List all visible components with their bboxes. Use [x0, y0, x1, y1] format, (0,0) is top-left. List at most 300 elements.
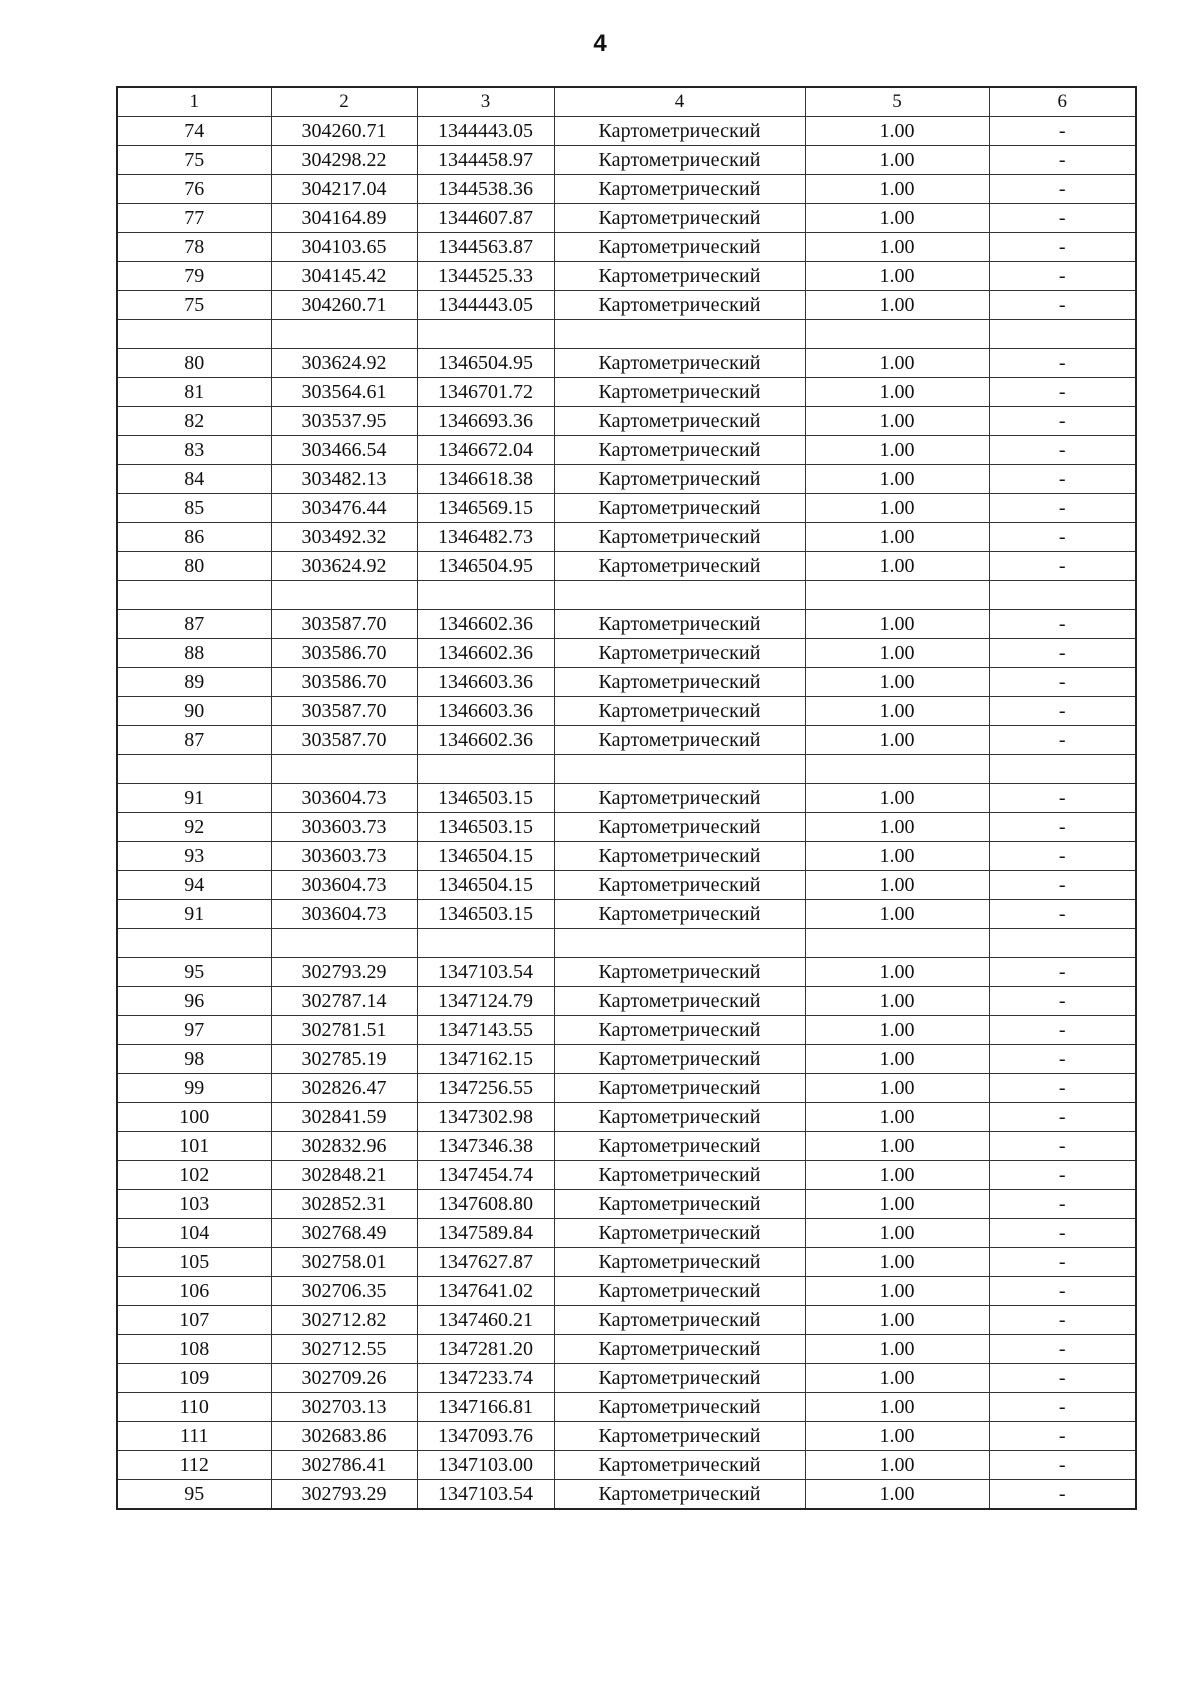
note-cell: -	[989, 1451, 1136, 1480]
method-cell	[554, 581, 805, 610]
y-coordinate-cell: 1347281.20	[417, 1335, 554, 1364]
table-row	[117, 900, 1136, 929]
method-cell: Картометрический	[554, 204, 805, 233]
table-row	[117, 523, 1136, 552]
accuracy-cell: 1.00	[805, 1045, 989, 1074]
point-number-cell: 74	[117, 117, 271, 146]
accuracy-cell: 1.00	[805, 784, 989, 813]
y-coordinate-cell: 1344607.87	[417, 204, 554, 233]
x-coordinate-cell: 302706.35	[271, 1277, 417, 1306]
method-cell: Картометрический	[554, 1335, 805, 1364]
y-coordinate-cell: 1346503.15	[417, 784, 554, 813]
method-cell: Картометрический	[554, 233, 805, 262]
x-coordinate-cell: 302852.31	[271, 1190, 417, 1219]
x-coordinate-cell: 302841.59	[271, 1103, 417, 1132]
method-cell: Картометрический	[554, 1422, 805, 1451]
note-cell: -	[989, 175, 1136, 204]
point-number-cell: 87	[117, 726, 271, 755]
point-number-cell: 80	[117, 552, 271, 581]
note-cell: -	[989, 117, 1136, 146]
note-cell: -	[989, 1045, 1136, 1074]
y-coordinate-cell: 1347454.74	[417, 1161, 554, 1190]
x-coordinate-cell: 303587.70	[271, 610, 417, 639]
point-number-cell: 108	[117, 1335, 271, 1364]
y-coordinate-cell: 1346602.36	[417, 610, 554, 639]
x-coordinate-cell: 303476.44	[271, 494, 417, 523]
note-cell: -	[989, 233, 1136, 262]
note-cell: -	[989, 349, 1136, 378]
y-coordinate-cell: 1346504.15	[417, 871, 554, 900]
column-header: 1	[117, 87, 271, 117]
table-row	[117, 175, 1136, 204]
method-cell: Картометрический	[554, 1277, 805, 1306]
point-number-cell	[117, 755, 271, 784]
method-cell: Картометрический	[554, 1480, 805, 1510]
point-number-cell: 95	[117, 1480, 271, 1510]
x-coordinate-cell: 302787.14	[271, 987, 417, 1016]
method-cell: Картометрический	[554, 1219, 805, 1248]
accuracy-cell: 1.00	[805, 262, 989, 291]
method-cell: Картометрический	[554, 1248, 805, 1277]
table-row	[117, 1364, 1136, 1393]
note-cell	[989, 581, 1136, 610]
y-coordinate-cell: 1346504.15	[417, 842, 554, 871]
table-row	[117, 1393, 1136, 1422]
point-number-cell: 80	[117, 349, 271, 378]
note-cell: -	[989, 813, 1136, 842]
accuracy-cell: 1.00	[805, 1248, 989, 1277]
method-cell: Картометрический	[554, 871, 805, 900]
x-coordinate-cell: 303587.70	[271, 726, 417, 755]
method-cell: Картометрический	[554, 726, 805, 755]
table-row	[117, 262, 1136, 291]
x-coordinate-cell: 303537.95	[271, 407, 417, 436]
y-coordinate-cell: 1346503.15	[417, 813, 554, 842]
point-number-cell: 81	[117, 378, 271, 407]
note-cell: -	[989, 1103, 1136, 1132]
y-coordinate-cell: 1346504.95	[417, 552, 554, 581]
y-coordinate-cell: 1347608.80	[417, 1190, 554, 1219]
point-number-cell: 111	[117, 1422, 271, 1451]
y-coordinate-cell: 1347627.87	[417, 1248, 554, 1277]
x-coordinate-cell: 302786.41	[271, 1451, 417, 1480]
y-coordinate-cell: 1346693.36	[417, 407, 554, 436]
accuracy-cell: 1.00	[805, 1074, 989, 1103]
note-cell: -	[989, 523, 1136, 552]
table-row	[117, 784, 1136, 813]
method-cell: Картометрический	[554, 436, 805, 465]
table-row	[117, 146, 1136, 175]
method-cell: Картометрический	[554, 175, 805, 204]
accuracy-cell	[805, 755, 989, 784]
accuracy-cell: 1.00	[805, 465, 989, 494]
note-cell: -	[989, 1306, 1136, 1335]
method-cell: Картометрический	[554, 291, 805, 320]
table-row	[117, 1277, 1136, 1306]
table-separator-row	[117, 755, 1136, 784]
note-cell: -	[989, 987, 1136, 1016]
y-coordinate-cell: 1347162.15	[417, 1045, 554, 1074]
y-coordinate-cell: 1347302.98	[417, 1103, 554, 1132]
note-cell: -	[989, 1480, 1136, 1510]
point-number-cell	[117, 320, 271, 349]
accuracy-cell	[805, 929, 989, 958]
x-coordinate-cell: 302758.01	[271, 1248, 417, 1277]
table-row	[117, 1190, 1136, 1219]
note-cell	[989, 320, 1136, 349]
x-coordinate-cell: 303586.70	[271, 639, 417, 668]
x-coordinate-cell: 303603.73	[271, 842, 417, 871]
y-coordinate-cell: 1346603.36	[417, 697, 554, 726]
table-separator-row	[117, 581, 1136, 610]
note-cell: -	[989, 1190, 1136, 1219]
note-cell: -	[989, 610, 1136, 639]
y-coordinate-cell: 1346504.95	[417, 349, 554, 378]
y-coordinate-cell: 1346602.36	[417, 726, 554, 755]
note-cell: -	[989, 871, 1136, 900]
x-coordinate-cell: 303604.73	[271, 871, 417, 900]
point-number-cell: 109	[117, 1364, 271, 1393]
table-row	[117, 117, 1136, 146]
table-row	[117, 378, 1136, 407]
point-number-cell: 91	[117, 900, 271, 929]
method-cell: Картометрический	[554, 494, 805, 523]
table-row	[117, 1074, 1136, 1103]
x-coordinate-cell	[271, 755, 417, 784]
y-coordinate-cell: 1346701.72	[417, 378, 554, 407]
note-cell: -	[989, 436, 1136, 465]
y-coordinate-cell: 1346602.36	[417, 639, 554, 668]
y-coordinate-cell	[417, 581, 554, 610]
method-cell: Картометрический	[554, 784, 805, 813]
accuracy-cell: 1.00	[805, 175, 989, 204]
y-coordinate-cell: 1347103.54	[417, 958, 554, 987]
point-number-cell	[117, 929, 271, 958]
table-row	[117, 1219, 1136, 1248]
accuracy-cell: 1.00	[805, 726, 989, 755]
method-cell: Картометрический	[554, 1451, 805, 1480]
y-coordinate-cell: 1347166.81	[417, 1393, 554, 1422]
point-number-cell: 95	[117, 958, 271, 987]
coordinates-table	[116, 86, 1137, 1510]
point-number-cell: 103	[117, 1190, 271, 1219]
accuracy-cell: 1.00	[805, 204, 989, 233]
note-cell: -	[989, 1364, 1136, 1393]
note-cell: -	[989, 146, 1136, 175]
point-number-cell: 104	[117, 1219, 271, 1248]
accuracy-cell: 1.00	[805, 349, 989, 378]
table-row	[117, 291, 1136, 320]
x-coordinate-cell: 303482.13	[271, 465, 417, 494]
table-row	[117, 1306, 1136, 1335]
method-cell: Картометрический	[554, 407, 805, 436]
note-cell: -	[989, 958, 1136, 987]
table-row	[117, 958, 1136, 987]
table-row	[117, 639, 1136, 668]
y-coordinate-cell: 1347093.76	[417, 1422, 554, 1451]
note-cell: -	[989, 1277, 1136, 1306]
accuracy-cell: 1.00	[805, 610, 989, 639]
accuracy-cell: 1.00	[805, 146, 989, 175]
table-separator-row	[117, 320, 1136, 349]
table-row	[117, 1161, 1136, 1190]
table-row	[117, 842, 1136, 871]
y-coordinate-cell: 1347124.79	[417, 987, 554, 1016]
x-coordinate-cell: 303604.73	[271, 784, 417, 813]
note-cell: -	[989, 900, 1136, 929]
method-cell: Картометрический	[554, 1393, 805, 1422]
accuracy-cell: 1.00	[805, 900, 989, 929]
x-coordinate-cell: 304260.71	[271, 291, 417, 320]
note-cell: -	[989, 697, 1136, 726]
accuracy-cell: 1.00	[805, 436, 989, 465]
accuracy-cell: 1.00	[805, 1480, 989, 1510]
y-coordinate-cell: 1347641.02	[417, 1277, 554, 1306]
y-coordinate-cell: 1344458.97	[417, 146, 554, 175]
accuracy-cell: 1.00	[805, 1306, 989, 1335]
x-coordinate-cell: 304217.04	[271, 175, 417, 204]
method-cell: Картометрический	[554, 1161, 805, 1190]
x-coordinate-cell: 303586.70	[271, 668, 417, 697]
note-cell: -	[989, 639, 1136, 668]
accuracy-cell: 1.00	[805, 1451, 989, 1480]
x-coordinate-cell	[271, 320, 417, 349]
method-cell: Картометрический	[554, 610, 805, 639]
point-number-cell: 100	[117, 1103, 271, 1132]
point-number-cell: 90	[117, 697, 271, 726]
x-coordinate-cell: 302683.86	[271, 1422, 417, 1451]
accuracy-cell: 1.00	[805, 1277, 989, 1306]
point-number-cell: 83	[117, 436, 271, 465]
method-cell: Картометрический	[554, 668, 805, 697]
accuracy-cell: 1.00	[805, 1364, 989, 1393]
point-number-cell: 102	[117, 1161, 271, 1190]
note-cell: -	[989, 465, 1136, 494]
method-cell: Картометрический	[554, 1190, 805, 1219]
x-coordinate-cell	[271, 581, 417, 610]
accuracy-cell: 1.00	[805, 407, 989, 436]
point-number-cell: 86	[117, 523, 271, 552]
y-coordinate-cell: 1347103.54	[417, 1480, 554, 1510]
point-number-cell: 88	[117, 639, 271, 668]
y-coordinate-cell: 1347143.55	[417, 1016, 554, 1045]
table-row	[117, 726, 1136, 755]
accuracy-cell: 1.00	[805, 494, 989, 523]
point-number-cell: 91	[117, 784, 271, 813]
point-number-cell: 93	[117, 842, 271, 871]
point-number-cell: 77	[117, 204, 271, 233]
table-row	[117, 1103, 1136, 1132]
method-cell: Картометрический	[554, 639, 805, 668]
table-row	[117, 871, 1136, 900]
accuracy-cell: 1.00	[805, 1132, 989, 1161]
accuracy-cell: 1.00	[805, 1103, 989, 1132]
x-coordinate-cell: 302712.55	[271, 1335, 417, 1364]
accuracy-cell: 1.00	[805, 552, 989, 581]
note-cell: -	[989, 726, 1136, 755]
table-row	[117, 1422, 1136, 1451]
accuracy-cell: 1.00	[805, 987, 989, 1016]
method-cell	[554, 755, 805, 784]
point-number-cell: 84	[117, 465, 271, 494]
point-number-cell	[117, 581, 271, 610]
table-row	[117, 552, 1136, 581]
accuracy-cell: 1.00	[805, 958, 989, 987]
y-coordinate-cell: 1344525.33	[417, 262, 554, 291]
point-number-cell: 79	[117, 262, 271, 291]
table-row	[117, 987, 1136, 1016]
point-number-cell: 96	[117, 987, 271, 1016]
method-cell: Картометрический	[554, 958, 805, 987]
table-row	[117, 1132, 1136, 1161]
note-cell: -	[989, 1393, 1136, 1422]
method-cell: Картометрический	[554, 813, 805, 842]
x-coordinate-cell: 302785.19	[271, 1045, 417, 1074]
accuracy-cell: 1.00	[805, 1393, 989, 1422]
point-number-cell: 87	[117, 610, 271, 639]
point-number-cell: 75	[117, 291, 271, 320]
column-header: 5	[805, 87, 989, 117]
table-row	[117, 436, 1136, 465]
accuracy-cell: 1.00	[805, 1190, 989, 1219]
y-coordinate-cell: 1347256.55	[417, 1074, 554, 1103]
table-row	[117, 204, 1136, 233]
y-coordinate-cell: 1344443.05	[417, 291, 554, 320]
y-coordinate-cell: 1346603.36	[417, 668, 554, 697]
accuracy-cell: 1.00	[805, 117, 989, 146]
y-coordinate-cell	[417, 929, 554, 958]
table-row	[117, 494, 1136, 523]
method-cell: Картометрический	[554, 1132, 805, 1161]
table-row	[117, 1045, 1136, 1074]
table-row	[117, 697, 1136, 726]
note-cell: -	[989, 1132, 1136, 1161]
y-coordinate-cell: 1347103.00	[417, 1451, 554, 1480]
note-cell: -	[989, 842, 1136, 871]
point-number-cell: 85	[117, 494, 271, 523]
method-cell	[554, 929, 805, 958]
accuracy-cell: 1.00	[805, 1219, 989, 1248]
table-row	[117, 1248, 1136, 1277]
y-coordinate-cell: 1346569.15	[417, 494, 554, 523]
x-coordinate-cell: 302826.47	[271, 1074, 417, 1103]
x-coordinate-cell: 303587.70	[271, 697, 417, 726]
note-cell: -	[989, 494, 1136, 523]
x-coordinate-cell: 302793.29	[271, 1480, 417, 1510]
y-coordinate-cell: 1346503.15	[417, 900, 554, 929]
accuracy-cell	[805, 581, 989, 610]
point-number-cell: 92	[117, 813, 271, 842]
y-coordinate-cell: 1344563.87	[417, 233, 554, 262]
accuracy-cell: 1.00	[805, 1335, 989, 1364]
method-cell: Картометрический	[554, 1103, 805, 1132]
y-coordinate-cell: 1347589.84	[417, 1219, 554, 1248]
x-coordinate-cell: 302781.51	[271, 1016, 417, 1045]
table-row	[117, 813, 1136, 842]
accuracy-cell: 1.00	[805, 291, 989, 320]
point-number-cell: 99	[117, 1074, 271, 1103]
method-cell: Картометрический	[554, 900, 805, 929]
method-cell: Картометрический	[554, 842, 805, 871]
page-number: 4	[593, 30, 607, 57]
method-cell: Картометрический	[554, 465, 805, 494]
note-cell: -	[989, 262, 1136, 291]
note-cell: -	[989, 204, 1136, 233]
x-coordinate-cell: 302709.26	[271, 1364, 417, 1393]
x-coordinate-cell: 303492.32	[271, 523, 417, 552]
table-row	[117, 349, 1136, 378]
method-cell: Картометрический	[554, 1045, 805, 1074]
method-cell: Картометрический	[554, 378, 805, 407]
point-number-cell: 94	[117, 871, 271, 900]
accuracy-cell	[805, 320, 989, 349]
y-coordinate-cell: 1344538.36	[417, 175, 554, 204]
table-row	[117, 1451, 1136, 1480]
accuracy-cell: 1.00	[805, 378, 989, 407]
x-coordinate-cell: 303604.73	[271, 900, 417, 929]
note-cell: -	[989, 1074, 1136, 1103]
method-cell: Картометрический	[554, 262, 805, 291]
accuracy-cell: 1.00	[805, 668, 989, 697]
note-cell: -	[989, 668, 1136, 697]
note-cell: -	[989, 1219, 1136, 1248]
note-cell: -	[989, 407, 1136, 436]
point-number-cell: 106	[117, 1277, 271, 1306]
y-coordinate-cell: 1346482.73	[417, 523, 554, 552]
x-coordinate-cell: 302712.82	[271, 1306, 417, 1335]
accuracy-cell: 1.00	[805, 1016, 989, 1045]
table-row	[117, 668, 1136, 697]
note-cell: -	[989, 1248, 1136, 1277]
accuracy-cell: 1.00	[805, 842, 989, 871]
point-number-cell: 107	[117, 1306, 271, 1335]
method-cell: Картометрический	[554, 146, 805, 175]
note-cell: -	[989, 378, 1136, 407]
method-cell: Картометрический	[554, 1074, 805, 1103]
y-coordinate-cell	[417, 320, 554, 349]
column-header: 2	[271, 87, 417, 117]
table-row	[117, 1016, 1136, 1045]
accuracy-cell: 1.00	[805, 871, 989, 900]
x-coordinate-cell: 304298.22	[271, 146, 417, 175]
x-coordinate-cell: 302832.96	[271, 1132, 417, 1161]
point-number-cell: 112	[117, 1451, 271, 1480]
method-cell	[554, 320, 805, 349]
note-cell: -	[989, 291, 1136, 320]
x-coordinate-cell: 304164.89	[271, 204, 417, 233]
table-separator-row	[117, 929, 1136, 958]
point-number-cell: 76	[117, 175, 271, 204]
method-cell: Картометрический	[554, 987, 805, 1016]
table-body	[117, 87, 1136, 1509]
table-row	[117, 233, 1136, 262]
x-coordinate-cell: 302703.13	[271, 1393, 417, 1422]
method-cell: Картометрический	[554, 552, 805, 581]
x-coordinate-cell: 302848.21	[271, 1161, 417, 1190]
method-cell: Картометрический	[554, 523, 805, 552]
x-coordinate-cell: 303466.54	[271, 436, 417, 465]
x-coordinate-cell: 304103.65	[271, 233, 417, 262]
accuracy-cell: 1.00	[805, 233, 989, 262]
point-number-cell: 97	[117, 1016, 271, 1045]
x-coordinate-cell: 302768.49	[271, 1219, 417, 1248]
y-coordinate-cell	[417, 755, 554, 784]
x-coordinate-cell: 302793.29	[271, 958, 417, 987]
x-coordinate-cell: 303624.92	[271, 552, 417, 581]
accuracy-cell: 1.00	[805, 697, 989, 726]
table-row	[117, 1480, 1136, 1510]
note-cell: -	[989, 1161, 1136, 1190]
